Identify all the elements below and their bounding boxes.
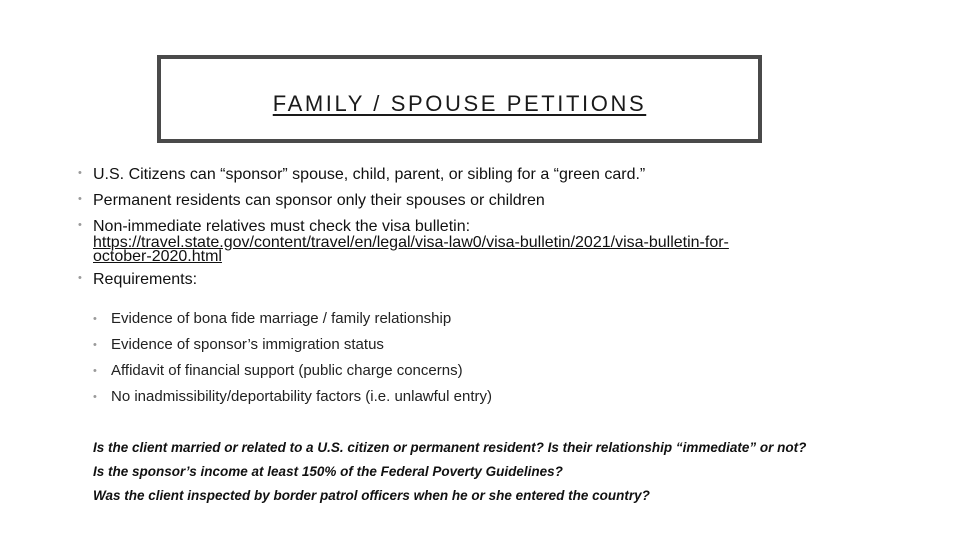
question-text: Is the sponsor’s income at least 150% of the Federal Poverty Guidelines? [93, 464, 563, 479]
bullet-item [75, 271, 835, 289]
question-text: Was the client inspected by border patrol officers when he or she entered the country? [93, 488, 650, 503]
requirement-text: Evidence of bona fide marriage / family relationship [111, 310, 452, 327]
bullet-dot-icon: • [93, 339, 97, 351]
bullet-text: Permanent residents can sponsor only their spouses or children [93, 192, 545, 209]
questions-block [93, 441, 863, 513]
bullet-dot-icon: • [78, 219, 82, 231]
main-bullet-list [75, 166, 835, 302]
bullet-item [75, 166, 835, 184]
requirement-item [93, 336, 492, 354]
bullet-dot-icon: • [78, 272, 82, 284]
bullet-text: Requirements: [93, 271, 198, 288]
requirement-item [93, 362, 492, 380]
bullet-item [75, 218, 835, 264]
bullet-dot-icon: • [78, 193, 82, 205]
visa-bulletin-link-line2[interactable]: october-2020.html [93, 248, 222, 265]
bullet-dot-icon: • [78, 167, 82, 179]
visa-bulletin-link[interactable] [93, 236, 835, 264]
bullet-text: Non-immediate relatives must check the visa bulletin: [93, 218, 471, 235]
slide-title: FAMILY / SPOUSE PETITIONS [272, 91, 647, 116]
bullet-dot-icon: • [93, 391, 97, 403]
visa-bulletin-link-line1[interactable]: https://travel.state.gov/content/travel/en/legal/visa-law0/visa-bulletin/2021/visa-bulletin-for- [93, 234, 729, 251]
question-text: Is the client married or related to a U.S. citizen or permanent resident? Is their relationship “immediate” or not? [93, 440, 807, 455]
bullet-dot-icon: • [93, 365, 97, 377]
bullet-dot-icon: • [93, 313, 97, 325]
title-box [157, 55, 762, 143]
bullet-item [75, 192, 835, 210]
requirements-list [93, 310, 492, 414]
requirement-item [93, 310, 492, 328]
requirement-text: No inadmissibility/deportability factors (i.e. unlawful entry) [111, 388, 492, 405]
requirement-item [93, 388, 492, 406]
requirement-text: Affidavit of financial support (public charge concerns) [111, 362, 463, 379]
requirement-text: Evidence of sponsor’s immigration status [111, 336, 384, 353]
bullet-text: U.S. Citizens can “sponsor” spouse, child, parent, or sibling for a “green card.” [93, 166, 646, 183]
